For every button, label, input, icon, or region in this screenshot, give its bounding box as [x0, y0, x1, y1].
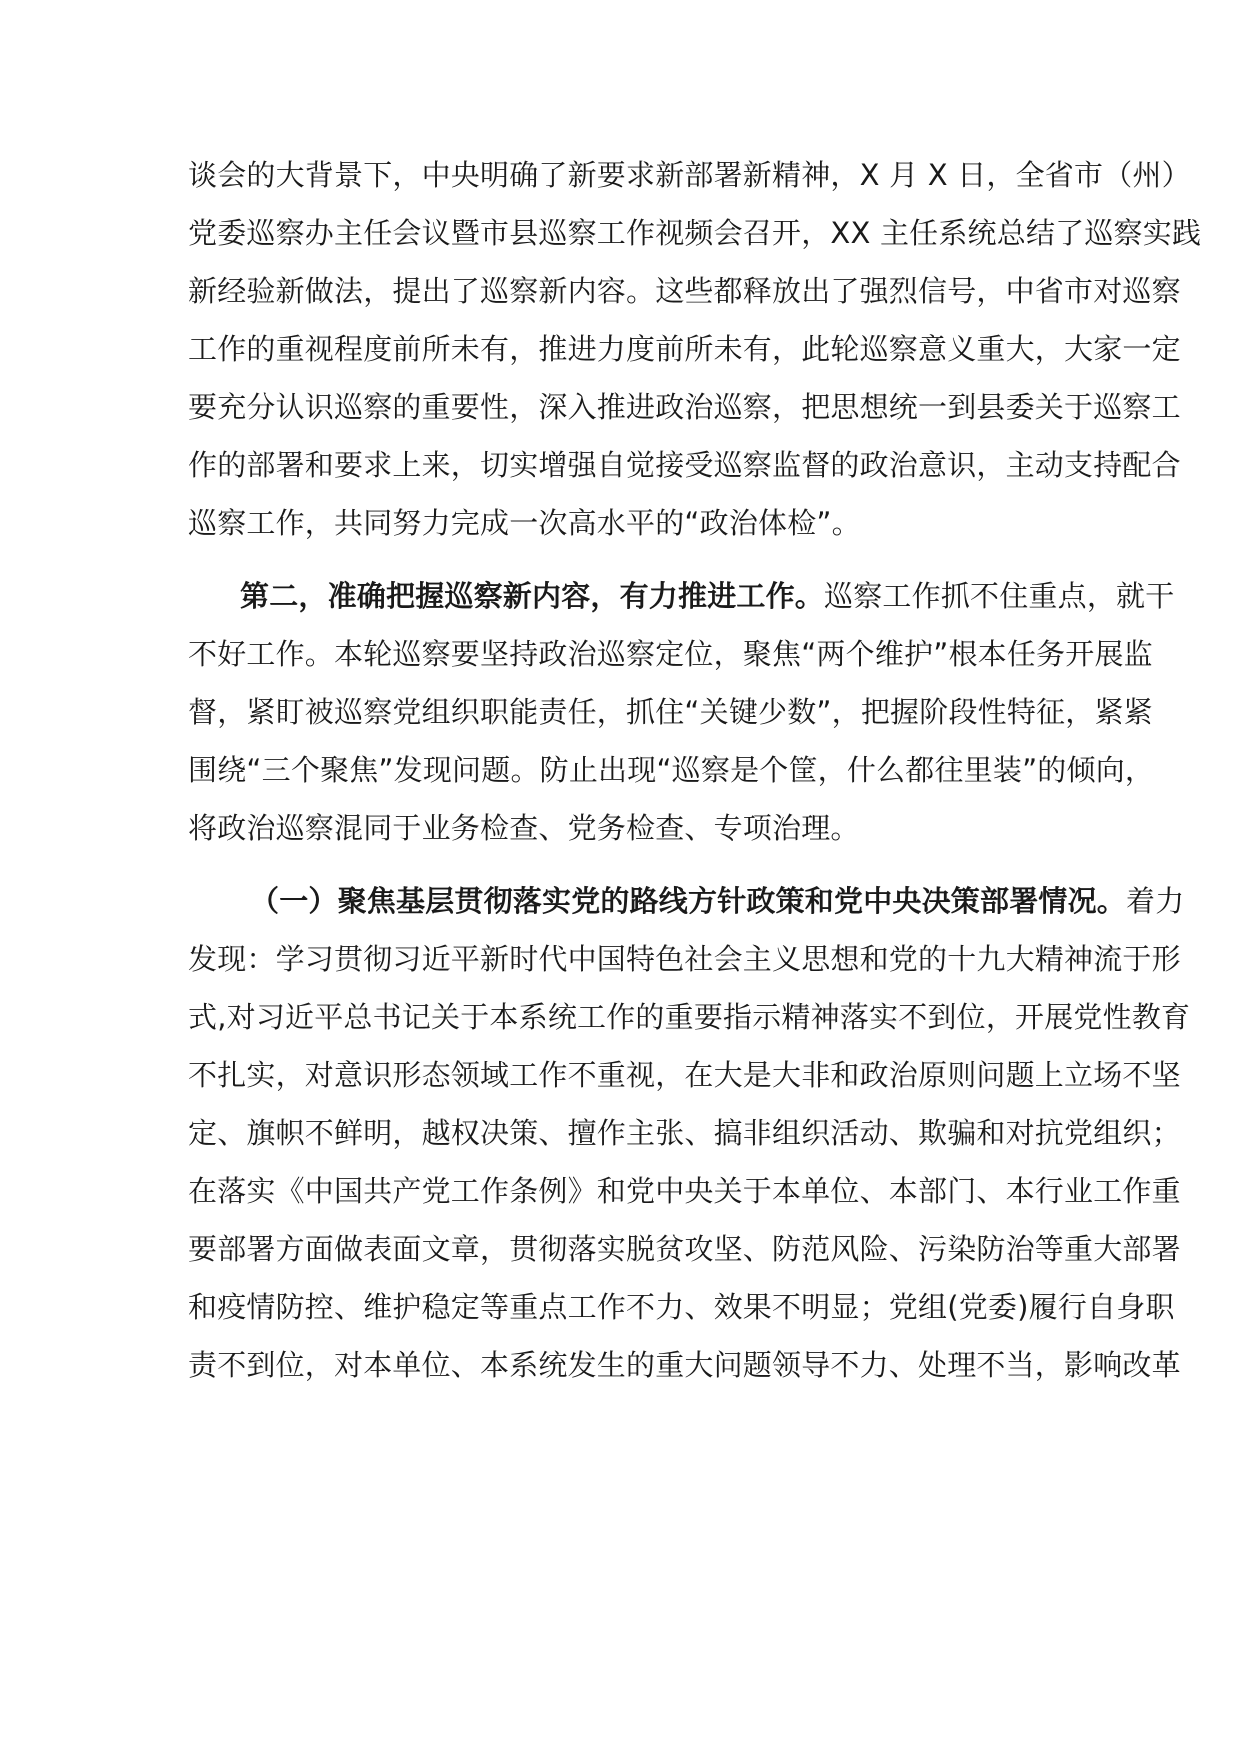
- paragraph-1-line-3: 新经验新做法，提出了巡察新内容。这些都释放出了强烈信号，中省市对巡察: [188, 274, 1181, 308]
- paragraph-3-line-1: [250, 869, 1185, 933]
- paragraph-2-line-2: 不好工作。本轮巡察要坚持政治巡察定位，聚焦“两个维护”根本任务开展监: [188, 637, 1153, 671]
- paragraph-3-line-8: 和疫情防控、维护稳定等重点工作不力、效果不明显；党组(党委)履行自身职: [188, 1290, 1175, 1324]
- paragraph-3-line-5: 定、旗帜不鲜明，越权决策、擅作主张、搞非组织活动、欺骗和对抗党组织；: [188, 1116, 1181, 1150]
- paragraph-2-line-1: [240, 564, 1175, 628]
- paragraph-3-line-9: 责不到位，对本单位、本系统发生的重大问题领导不力、处理不当，影响改革: [188, 1348, 1181, 1382]
- paragraph-1-line-2: 党委巡察办主任会议暨市县巡察工作视频会召开，XX 主任系统总结了巡察实践: [188, 216, 1202, 250]
- paragraph-3-line-6: 在落实《中国共产党工作条例》和党中央关于本单位、本部门、本行业工作重: [188, 1174, 1181, 1208]
- paragraph-3-line-3: 式,对习近平总书记关于本系统工作的重要指示精神落实不到位，开展党性教育: [188, 1000, 1191, 1034]
- paragraph-1-line-1: 谈会的大背景下，中央明确了新要求新部署新精神，X 月 X 日，全省市（州）: [188, 158, 1191, 192]
- paragraph-1-line-7: 巡察工作，共同努力完成一次高水平的“政治体检”。: [188, 506, 861, 540]
- paragraph-2-heading: 第二，准确把握巡察新内容，有力推进工作。: [240, 579, 825, 613]
- paragraph-2-lead-text: 巡察工作抓不住重点，就干: [824, 579, 1175, 613]
- paragraph-2-line-3: 督，紧盯被巡察党组织职能责任，抓住“关键少数”，把握阶段性特征，紧紧: [188, 695, 1153, 729]
- paragraph-3-line-2: 发现：学习贯彻习近平新时代中国特色社会主义思想和党的十九大精神流于形: [188, 942, 1181, 976]
- paragraph-3-lead-text: 着力: [1126, 884, 1185, 918]
- paragraph-1-line-4: 工作的重视程度前所未有，推进力度前所未有，此轮巡察意义重大，大家一定: [188, 332, 1181, 366]
- paragraph-3-line-4: 不扎实，对意识形态领域工作不重视，在大是大非和政治原则问题上立场不坚: [188, 1058, 1181, 1092]
- paragraph-3-line-7: 要部署方面做表面文章，贯彻落实脱贫攻坚、防范风险、污染防治等重大部署: [188, 1232, 1181, 1266]
- paragraph-1-line-6: 作的部署和要求上来，切实增强自觉接受巡察监督的政治意识，主动支持配合: [188, 448, 1181, 482]
- paragraph-1-line-5: 要充分认识巡察的重要性，深入推进政治巡察，把思想统一到县委关于巡察工: [188, 390, 1181, 424]
- paragraph-2-line-5: 将政治巡察混同于业务检查、党务检查、专项治理。: [188, 811, 860, 845]
- paragraph-3-heading: （一）聚焦基层贯彻落实党的路线方针政策和党中央决策部署情况。: [250, 884, 1127, 918]
- paragraph-2-line-4: 围绕“三个聚焦”发现问题。防止出现“巡察是个筐，什么都往里装”的倾向，: [188, 753, 1155, 787]
